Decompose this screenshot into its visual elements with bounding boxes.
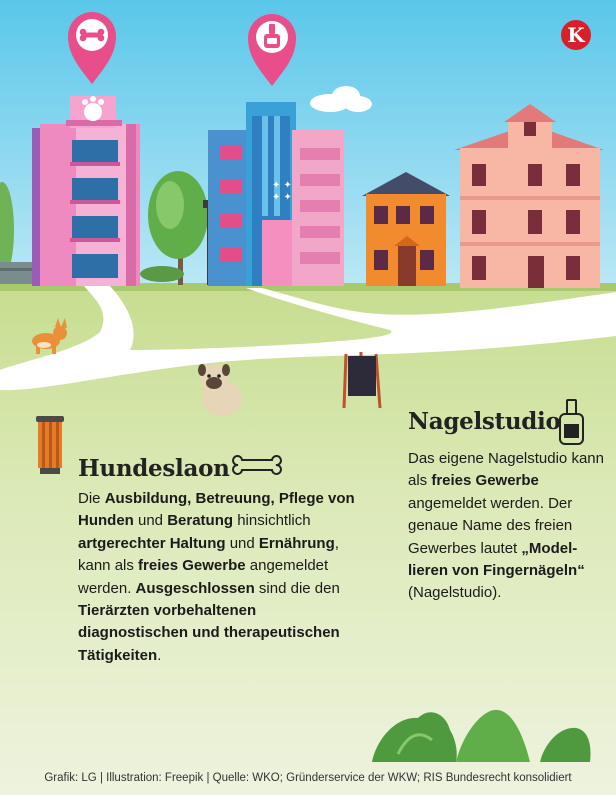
hundesalon-text-segment: .	[157, 646, 162, 664]
nagelstudio-text-segment: angemeldet werden. Der genaue Name des freien Gewerbes lautet	[408, 494, 573, 557]
nagelstudio-text-segment: (Nagelstudio).	[408, 584, 502, 602]
hundesalon-text-segment: freies Gewerbe	[138, 557, 246, 575]
hundesalon-text-segment: Ernährung	[258, 534, 335, 552]
brand-logo-letter: K	[567, 23, 585, 47]
nagelstudio-text-segment: freies Gewerbe	[431, 472, 539, 490]
hundesalon-text-segment: und	[133, 512, 168, 530]
hundesalon-text-segment: , kann als	[78, 534, 339, 575]
trash-bin	[36, 416, 64, 474]
hundesalon-text-segment: und	[225, 534, 259, 552]
svg-text:✦ ✦: ✦ ✦	[272, 180, 292, 191]
svg-text:✦ ✦: ✦ ✦	[272, 192, 292, 203]
hundesalon-text-segment: Ausbildung, Betreuung,	[104, 490, 275, 507]
dog-salon-building	[32, 96, 140, 286]
nail-studio-description	[408, 448, 608, 605]
nagelstudio-text-segment: „Model-lieren von Fingernägeln“	[408, 539, 585, 580]
nail-studio-title: Nagelstudio	[408, 408, 561, 435]
nagelstudio-text-segment: Das eigene Nagelstudio kann als	[408, 450, 604, 490]
hundesalon-text-segment: Beratung	[167, 512, 234, 530]
hundesalon-text-segment: Tierärzten vorbehaltenen diagnostischen und therapeutischen Tätigkeiten	[78, 602, 340, 664]
dog-salon-description	[78, 488, 368, 667]
hundesalon-text-segment: sind die den	[254, 579, 340, 597]
hundesalon-text-segment: Ausgeschlossen	[135, 579, 255, 597]
hundesalon-text-segment: artgerechter Haltung	[78, 534, 226, 552]
hundesalon-text-segment: hinsichtlich	[233, 512, 311, 530]
hundesalon-text-segment: angemeldet werden.	[78, 557, 329, 597]
credits-line: Grafik: LG | Illustration: Freepik | Quelle: WKO; Gründerservice der WKW; RIS Bundesrecht konsolidiert	[44, 772, 572, 784]
hundesalon-text-segment: Die	[78, 490, 105, 507]
dog-salon-title: Hundeslaon	[78, 455, 230, 482]
orange-house	[362, 172, 450, 286]
hundesalon-text-segment: Pflege von Hunden	[78, 490, 355, 530]
